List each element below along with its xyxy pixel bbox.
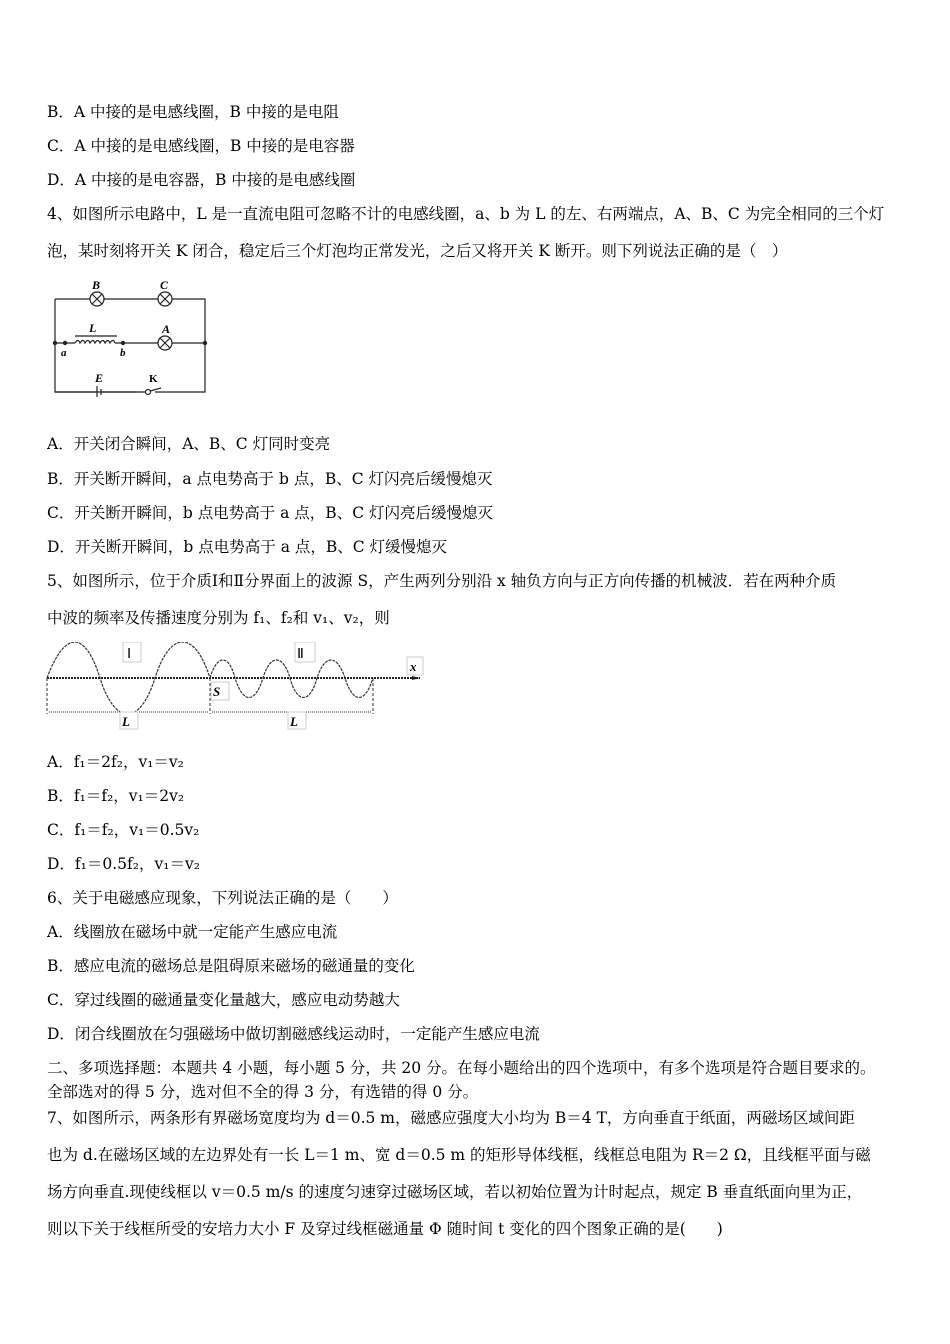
q7-stem-line3: 场方向垂直.现使线框以 v＝0.5 m/s 的速度匀速穿过磁场区域，若以初始位置为计时起点，规定 B 垂直纸面向里为正， bbox=[47, 1183, 863, 1201]
label-b: B bbox=[92, 278, 101, 292]
length-l-right: L bbox=[290, 714, 298, 729]
label-c: C bbox=[160, 278, 169, 292]
section2-heading-line2: 全部选对的得 5 分，选对但不全的得 3 分，有选错的得 0 分。 bbox=[47, 1083, 479, 1101]
label-a-point: a bbox=[61, 347, 67, 359]
q4-stem-line1: 4、如图所示电路中，L 是一直流电阻可忽略不计的电感线圈，a、b 为 L 的左、右两端点，A、B、C 为完全相同的三个灯 bbox=[47, 205, 885, 223]
q3-option-d: D．A 中接的是电容器，B 中接的是电感线圈 bbox=[47, 171, 356, 189]
length-l-left: L bbox=[122, 714, 130, 729]
label-l: L bbox=[89, 321, 97, 335]
q6-option-a: A．线圈放在磁场中就一定能产生感应电流 bbox=[47, 923, 338, 941]
q4-option-b: B．开关断开瞬间，a 点电势高于 b 点，B、C 灯闪亮后缓慢熄灭 bbox=[47, 470, 493, 488]
q6-stem: 6、关于电磁感应现象，下列说法正确的是（ ） bbox=[47, 889, 398, 907]
q5-option-d: D．f₁＝0.5f₂，v₁＝v₂ bbox=[47, 855, 200, 873]
q5-option-a: A．f₁＝2f₂，v₁＝v₂ bbox=[47, 753, 184, 771]
source-s-label: S bbox=[213, 684, 221, 699]
label-k: K bbox=[149, 373, 158, 385]
q6-option-c: C．穿过线圈的磁通量变化量越大，感应电动势越大 bbox=[47, 991, 400, 1009]
q5-option-b: B．f₁＝f₂，v₁＝2v₂ bbox=[47, 787, 185, 805]
q5-wave-diagram bbox=[45, 642, 430, 732]
q6-option-d: D．闭合线圈放在匀强磁场中做切割磁感线运动时，一定能产生感应电流 bbox=[47, 1025, 540, 1043]
q3-option-c: C．A 中接的是电感线圈，B 中接的是电容器 bbox=[47, 137, 355, 155]
q7-stem-line4: 则以下关于线框所受的安培力大小 F 及穿过线框磁通量 Φ 随时间 t 变化的四个图象正确的是( ) bbox=[47, 1220, 723, 1238]
section2-heading-line1: 二、多项选择题：本题共 4 小题，每小题 5 分，共 20 分。在每小题给出的四个选项中，有多个选项是符合题目要求的。 bbox=[47, 1059, 876, 1077]
label-b-point: b bbox=[120, 347, 126, 359]
q4-circuit-diagram bbox=[45, 272, 215, 397]
q5-stem-line2: 中波的频率及传播速度分别为 f₁、f₂和 v₁、v₂，则 bbox=[47, 609, 390, 627]
q5-stem-line1: 5、如图所示，位于介质Ⅰ和Ⅱ分界面上的波源 S，产生两列分别沿 x 轴负方向与正方向传播的机械波．若在两种介质 bbox=[47, 572, 837, 590]
q4-stem-line2: 泡，某时刻将开关 K 闭合，稳定后三个灯泡均正常发光，之后又将开关 K 断开。则下列说法正确的是（ ） bbox=[47, 242, 788, 260]
x-axis-label: x bbox=[410, 659, 417, 674]
q4-option-d: D．开关断开瞬间，b 点电势高于 a 点，B、C 灯缓慢熄灭 bbox=[47, 538, 448, 556]
q4-option-a: A．开关闭合瞬间，A、B、C 灯同时变亮 bbox=[47, 435, 331, 453]
q3-option-b: B．A 中接的是电感线圈，B 中接的是电阻 bbox=[47, 103, 339, 121]
label-e: E bbox=[95, 371, 104, 385]
q4-option-c: C．开关断开瞬间，b 点电势高于 a 点，B、C 灯闪亮后缓慢熄灭 bbox=[47, 504, 493, 522]
q6-option-b: B．感应电流的磁场总是阻碍原来磁场的磁通量的变化 bbox=[47, 957, 415, 975]
medium-ii-label: Ⅱ bbox=[297, 647, 304, 662]
medium-i-label: Ⅰ bbox=[127, 647, 132, 662]
label-a-lamp: A bbox=[162, 322, 171, 336]
q7-stem-line2: 也为 d.在磁场区域的左边界处有一长 L＝1 m、宽 d＝0.5 m 的矩形导体线框，线框总电阻为 R＝2 Ω，且线框平面与磁 bbox=[47, 1146, 871, 1164]
q5-option-c: C．f₁＝f₂，v₁＝0.5v₂ bbox=[47, 821, 200, 839]
q7-stem-line1: 7、如图所示，两条形有界磁场宽度均为 d＝0.5 m，磁感应强度大小均为 B＝4 T，方向垂直于纸面，两磁场区域间距 bbox=[47, 1109, 855, 1127]
